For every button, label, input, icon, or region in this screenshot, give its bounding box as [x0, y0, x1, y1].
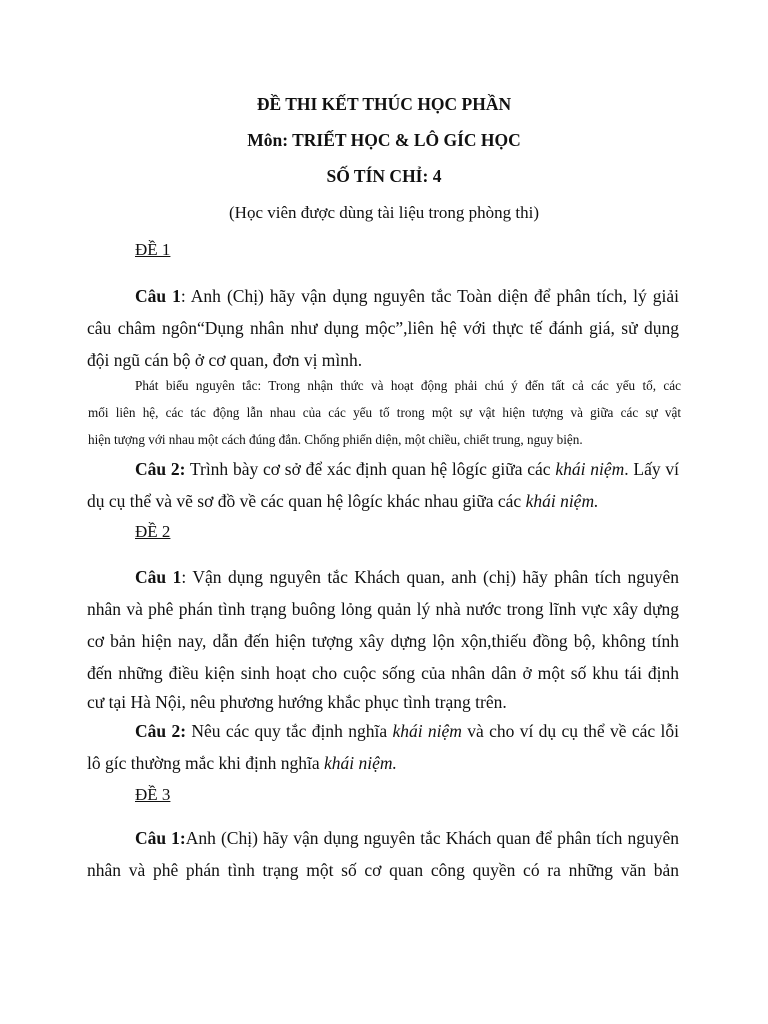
de1-q2-label: Câu 2: [135, 459, 186, 479]
de3-q1-label: Câu 1: [135, 828, 186, 848]
de2-q2-line2: lô gíc thường mắc khi định nghĩa khái niệm. [87, 753, 397, 773]
de2-q1-line4: đến những điều kiện sinh hoạt cho cuộc sống của nhân dân ở một số khu tái định [87, 663, 679, 683]
exam-title: ĐỀ THI KẾT THÚC HỌC PHẦN [256, 94, 512, 114]
de2-q1-line2: nhân và phê phán tình trạng buông lỏng quản lý nhà nước trong lĩnh vực xây dựng [87, 599, 679, 619]
de2-q1-line3: cơ bản hiện nay, dẫn đến hiện tượng xây dựng lộn xộn,thiếu đồng bộ, không tính [87, 631, 679, 651]
de2-q2-line1: Câu 2: Nêu các quy tắc định nghĩa khái niệm và cho ví dụ cụ thể về các lỗi [135, 721, 679, 741]
de2-q1-line1: Câu 1: Vận dụng nguyên tắc Khách quan, anh (chị) hãy phân tích nguyên [135, 567, 679, 587]
de1-hint-line3: hiện tượng với nhau một cách đúng đắn. Chống phiến diện, một chiều, chiết trung, nguy biện. [88, 432, 583, 447]
de3-q1-line2: nhân và phê phán tình trạng một số cơ quan công quyền có ra những văn bản [87, 860, 679, 880]
de2-q1-line5: cư tại Hà Nội, nêu phương hướng khắc phục tình trạng trên. [87, 692, 507, 712]
de1-hint-line2: mối liên hệ, các tác động lẫn nhau của các yếu tố trong một sự vật hiện tượng và giữa các sự vật [88, 405, 681, 420]
exam-note: (Học viên được dùng tài liệu trong phòng thi) [229, 203, 539, 222]
de2-q2-label: Câu 2: [135, 721, 187, 741]
de1-q1-line2: câu châm ngôn“Dụng nhân như dụng mộc”,liên hệ với thực tế đánh giá, sử dụng [87, 318, 679, 338]
subject-line: Môn: TRIẾT HỌC & LÔ GÍC HỌC [247, 130, 521, 150]
de3-heading: ĐỀ 3 [135, 785, 171, 804]
de1-hint-line1: Phát biểu nguyên tắc: Trong nhận thức và hoạt động phải chú ý đến tất cả các yếu tố, các [135, 378, 681, 393]
de2-q1-label: Câu 1 [135, 567, 182, 587]
de1-q2-line2: dụ cụ thể và vẽ sơ đồ về các quan hệ lôgíc khác nhau giữa các khái niệm. [87, 491, 599, 511]
de1-q1-line1: Câu 1: Anh (Chị) hãy vận dụng nguyên tắc Toàn diện để phân tích, lý giải [135, 286, 679, 306]
credits-line: SỐ TÍN CHỈ: 4 [326, 166, 442, 186]
de1-q1-line3: đội ngũ cán bộ ở cơ quan, đơn vị mình. [87, 350, 363, 370]
de3-q1-line1: Câu 1:Anh (Chị) hãy vận dụng nguyên tắc Khách quan để phân tích nguyên [135, 828, 679, 848]
de1-q1-label: Câu 1 [135, 286, 181, 306]
de1-q2-line1: Câu 2: Trình bày cơ sở để xác định quan hệ lôgíc giữa các khái niệm. Lấy ví [135, 459, 679, 479]
de2-heading: ĐỀ 2 [135, 522, 171, 541]
de1-heading: ĐỀ 1 [135, 240, 171, 259]
